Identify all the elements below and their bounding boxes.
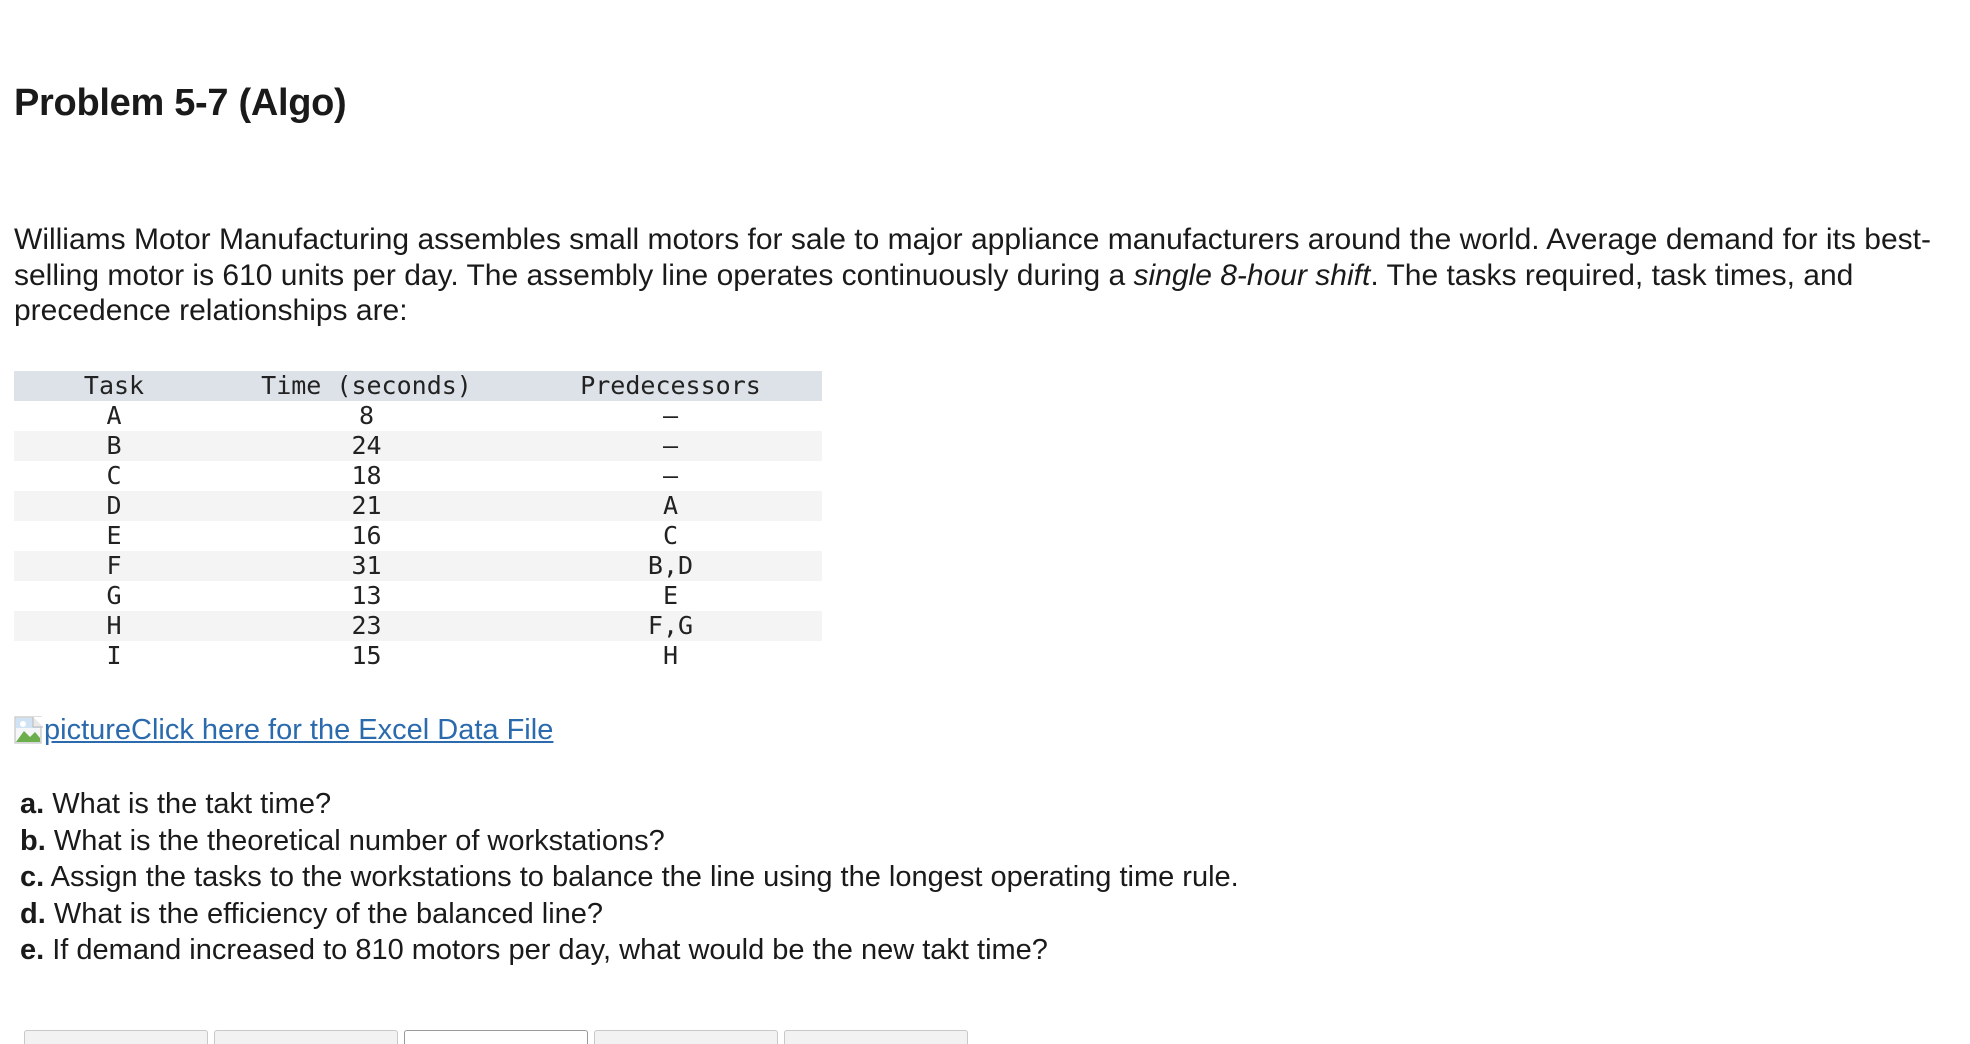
cell-task: C (106, 461, 122, 490)
cell-predecessors: E (662, 581, 679, 610)
header-time: Time (seconds) (261, 371, 472, 400)
cell-predecessors: A (662, 491, 679, 520)
table-row (14, 581, 822, 611)
image-alt-text: picture (44, 714, 132, 746)
broken-image-icon (14, 716, 44, 746)
excel-data-file-link[interactable] (14, 714, 553, 747)
cell-predecessors: H (662, 641, 679, 670)
cell-task: E (106, 521, 122, 550)
question-a (20, 786, 1239, 823)
cell-time: 16 (351, 521, 382, 550)
cell-time: 18 (351, 461, 382, 490)
table-row (14, 641, 822, 671)
cell-predecessors: F,G (647, 611, 694, 640)
cell-task: F (106, 551, 122, 580)
question-text: What is the theoretical number of workstations? (45, 824, 665, 857)
question-b (20, 823, 1239, 860)
excel-link-label: Click here for the Excel Data File (131, 714, 554, 746)
question-d (20, 896, 1239, 933)
question-text: If demand increased to 810 motors per day, what would be the new takt time? (44, 934, 1048, 966)
question-text: What is the takt time? (44, 788, 332, 820)
question-e (20, 932, 1239, 969)
cell-task: I (106, 641, 122, 670)
tab-1[interactable] (24, 1030, 208, 1044)
intro-text-part2: . The tasks required, task times, and precedence relationships are: (14, 258, 1854, 327)
question-letter: b. (20, 824, 46, 857)
table-row (14, 461, 822, 491)
cell-task: D (106, 491, 122, 520)
table-row (14, 431, 822, 461)
cell-time: 24 (351, 431, 382, 460)
cell-task: G (106, 581, 122, 610)
intro-text-part1: Williams Motor Manufacturing assembles small motors for sale to major appliance manufacturers around the world. Average demand for its best-selling motor is 610 units per day. The assembly line operates continuously during a (14, 223, 1931, 292)
task-table (14, 371, 822, 671)
intro-emphasis: single 8-hour shift (1133, 258, 1371, 292)
header-task: Task (83, 371, 145, 400)
table-row (14, 491, 822, 521)
question-c (20, 859, 1239, 896)
question-letter: c. (20, 861, 45, 893)
cell-task: A (106, 401, 122, 430)
tab-4[interactable] (594, 1030, 778, 1044)
tab-5[interactable] (784, 1030, 968, 1044)
cell-predecessors: C (662, 521, 679, 550)
tab-2[interactable] (214, 1030, 398, 1044)
cell-predecessors: — (662, 461, 679, 490)
cell-time: 23 (351, 611, 382, 640)
answer-tabs (24, 1030, 968, 1044)
question-letter: e. (20, 934, 45, 966)
table-header-row (14, 371, 822, 401)
table-row (14, 611, 822, 641)
cell-time: 13 (351, 581, 382, 610)
table-row (14, 551, 822, 581)
cell-time: 21 (351, 491, 382, 520)
cell-predecessors: B,D (647, 551, 694, 580)
cell-predecessors: — (662, 431, 679, 460)
question-text: What is the efficiency of the balanced line? (45, 897, 604, 930)
page-title: Problem 5-7 (Algo) (14, 82, 347, 124)
cell-predecessors: — (662, 401, 679, 430)
table-row (14, 401, 822, 431)
header-predecessors: Predecessors (580, 371, 761, 400)
cell-time: 15 (351, 641, 382, 670)
cell-time: 8 (358, 401, 375, 430)
question-list (20, 786, 1239, 969)
question-text: Assign the tasks to the workstations to balance the line using the longest operating time rule. (44, 861, 1239, 893)
tab-3[interactable] (404, 1030, 588, 1044)
question-letter: d. (20, 897, 46, 930)
cell-task: H (106, 611, 122, 640)
table-row (14, 521, 822, 551)
cell-task: B (106, 431, 122, 460)
question-letter: a. (20, 788, 45, 820)
cell-time: 31 (351, 551, 382, 580)
problem-description (14, 222, 1934, 329)
